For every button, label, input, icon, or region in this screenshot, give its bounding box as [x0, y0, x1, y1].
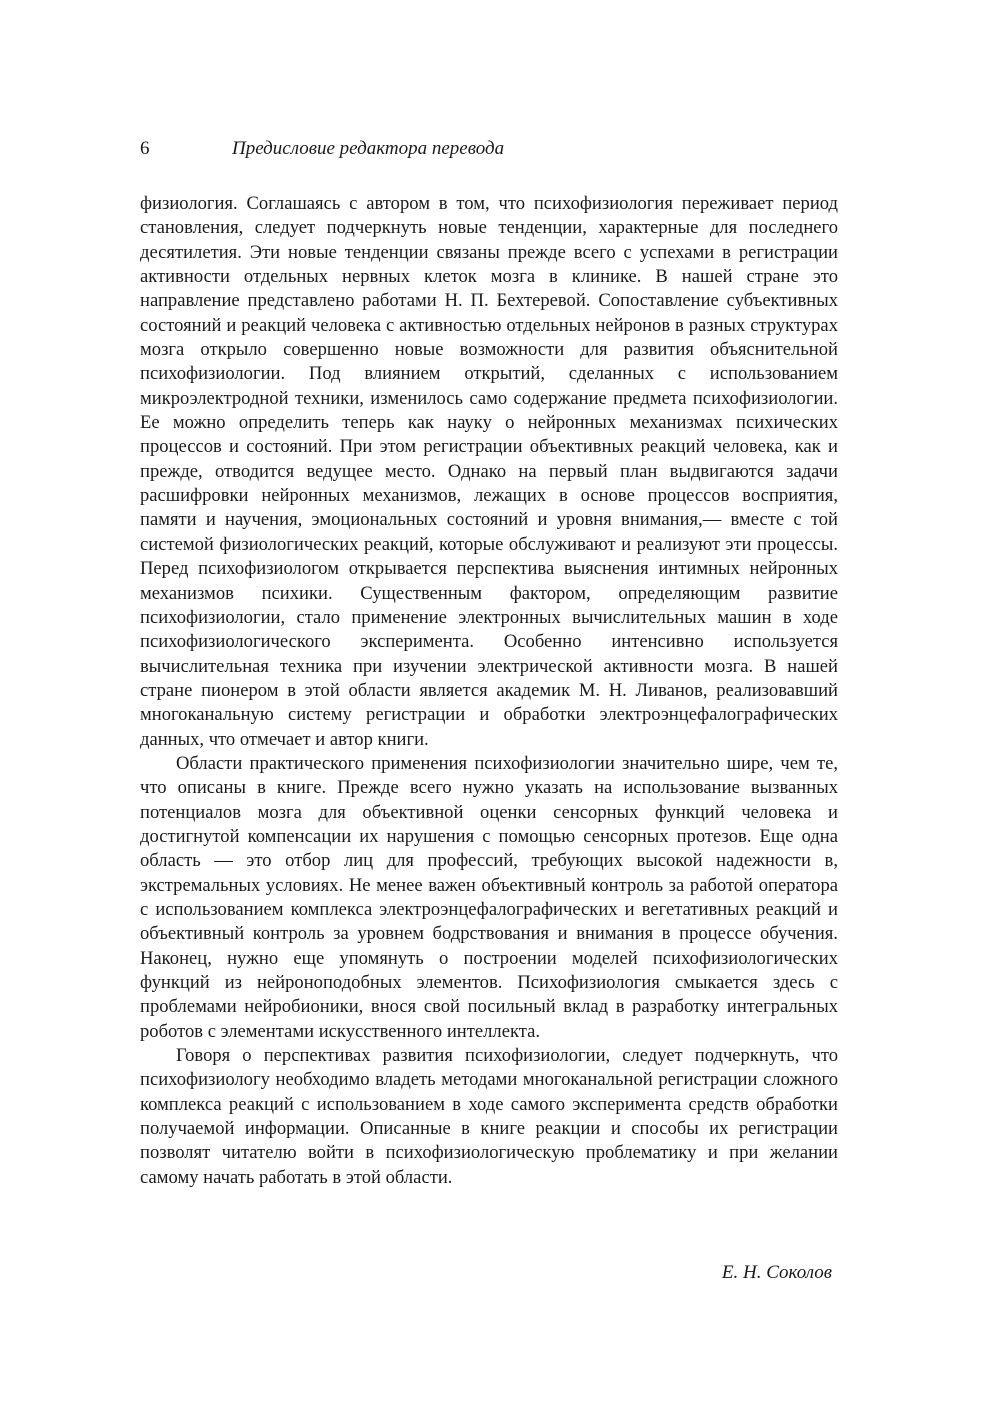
body-text: [140, 192, 838, 1190]
paragraph-practical-applications: Области практического применения психофизиологии значительно шире, чем те, что описаны в книге. Прежде всего нужно указать на использование вызванных потенциалов мозга для объективной оценки сенсорных функций человека и достигнутой компенсации их нарушения с помощью сенсорных протезов. Еще одна область — это отбор лиц для профессий, требующих высокой надежности в, экстремальных условиях. Не менее важен объективный контроль за работой оператора с использованием комплекса электроэнцефалографических и вегетативных реакций и объективный контроль за уровнем бодрствования и внимания в процессе обучения. Наконец, нужно еще упомянуть о построении моделей психофизиологических функций из нейроноподобных элементов. Психофизиология смыкается здесь с проблемами нейробионики, внося свой посильный вклад в разработку интегральных роботов с элементами искусственного интеллекта.: [140, 752, 838, 1042]
paragraph-continuation: физиология. Соглашаясь с автором в том, что психофизиология переживает период становления, следует подчеркнуть новые тенденции, характерные для последнего десятилетия. Эти новые тенденции связаны прежде всего с успехами в регистрации активности отдельных нервных клеток мозга в клинике. В нашей стране это направление представлено работами Н. П. Бехтеревой. Сопоставление субъективных состояний и реакций человека с активностью отдельных нейронов в разных структурах мозга открыло совершенно новые возможности для развития объяснительной психофизиологии. Под влиянием открытий, сделанных с использованием микроэлектродной техники, изменилось само содержание предмета психофизиологии. Ее можно определить теперь как науку о нейронных механизмах психических процессов и состояний. При этом регистрации объективных реакций человека, как и прежде, отводится ведущее место. Однако на первый план выдвигаются задачи расшифровки нейронных механизмов, лежащих в основе процессов восприятия, памяти и научения, эмоциональных состояний и уровня внимания,— вместе с той системой физиологических реакций, которые обслуживают и реализуют эти процессы. Перед психофизиологом открывается перспектива выяснения интимных нейронных механизмов психики. Существенным фактором, определяющим развитие психофизиологии, стало применение электронных вычислительных машин в ходе психофизиологического эксперимента. Особенно интенсивно используется вычислительная техника при изучении электрической активности мозга. В нашей стране пионером в этой области является академик М. Н. Ливанов, реализовавший многоканальную систему регистрации и обработки электроэнцефалографических данных, что отмечает и автор книги.: [140, 193, 838, 750]
paragraph-perspectives: Говоря о перспективах развития психофизиологии, следует подчеркнуть, что психофизиологу необходимо владеть методами многоканальной регистрации сложного комплекса реакций с использованием в ходе самого эксперимента средств обработки получаемой информации. Описанные в книге реакции и способы их регистрации позволят читателю войти в психофизиологическую проблематику и при желании самому начать работать в этой области.: [140, 1045, 838, 1188]
page-number: 6: [140, 138, 150, 159]
running-title: Предисловие редактора перевода: [232, 138, 505, 159]
running-head: [140, 138, 840, 168]
author-signature: Е. Н. Соколов: [721, 1262, 832, 1283]
